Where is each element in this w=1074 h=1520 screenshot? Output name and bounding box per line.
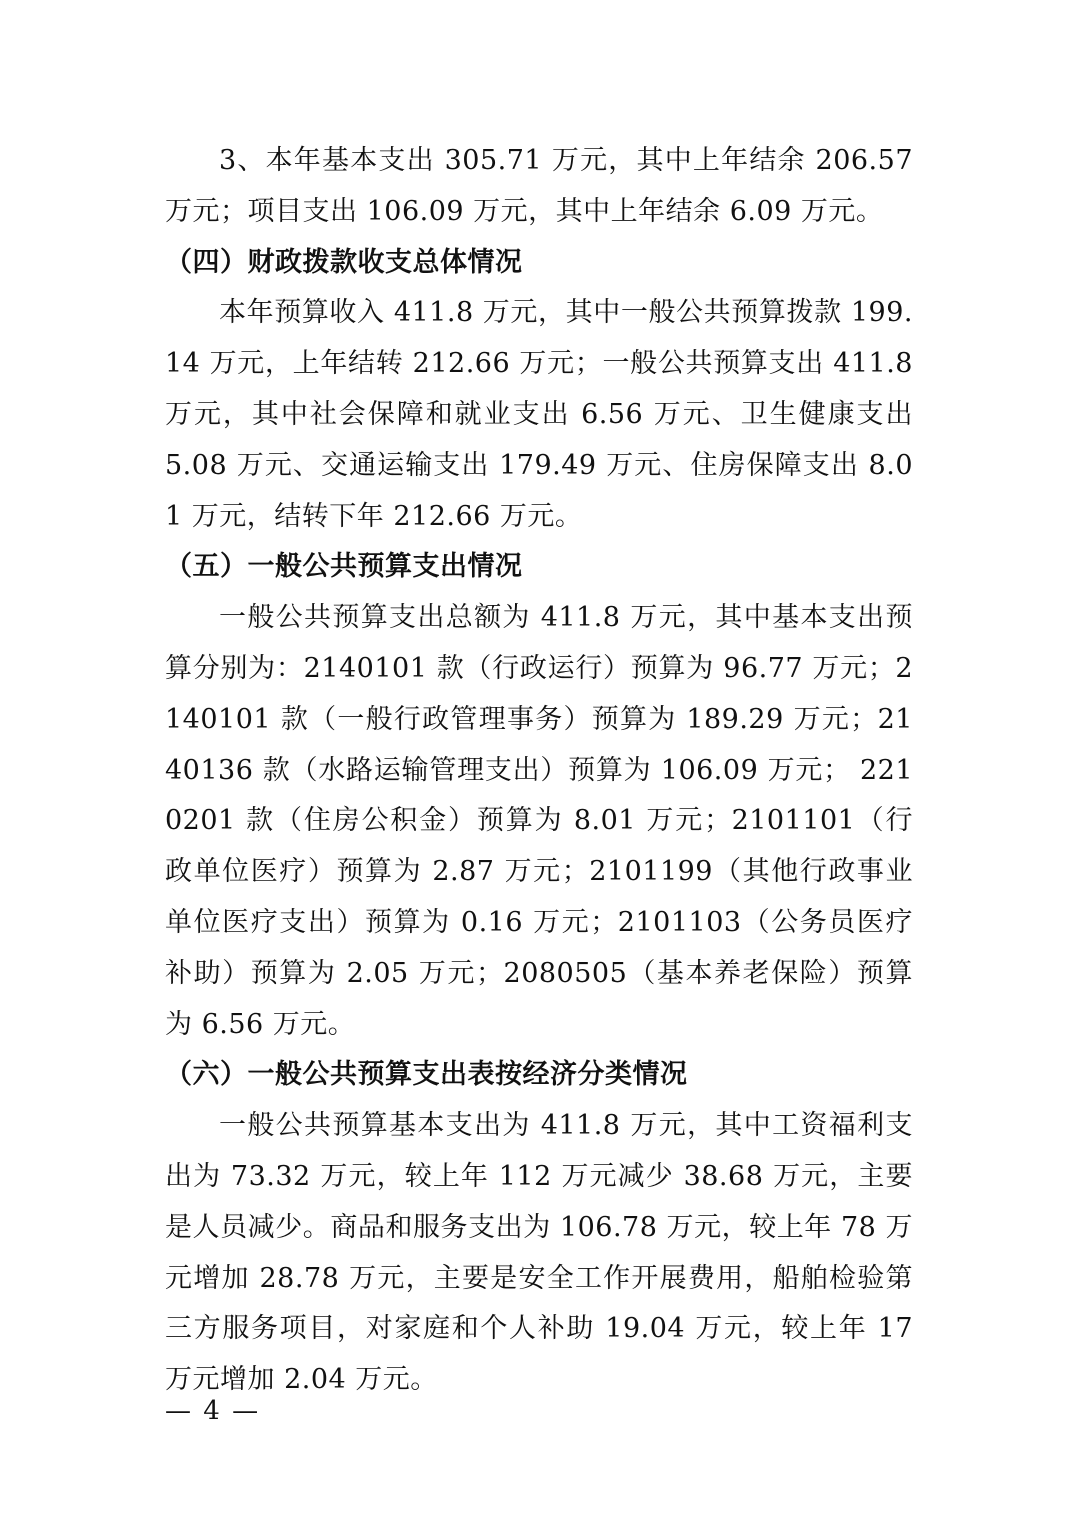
paragraph-fiscal-overview: 本年预算收入 411.8 万元，其中一般公共预算拨款 199.14 万元，上年结转 212.66 万元；一般公共预算支出 411.8 万元，其中社会保障和就业支出 6.56 万元、卫生健康支出 5.08 万元、交通运输支出 179.49 万元、住房保障支出 8.01 万元，结转下年 212.66 万元。 <box>165 297 913 532</box>
paragraph-public-budget-expenditure: 一般公共预算支出总额为 411.8 万元，其中基本支出预算分别为：2140101 款（行政运行）预算为 96.77 万元；2140101 款（一般行政管理事务）预算为 189.29 万元；2140136 款（水路运输管理支出）预算为 106.09 万元； 2210201 款（住房公积金）预算为 8.01 万元；2101101（行政单位医疗）预算为 2.87 万元；2101199（其他行政事业单位医疗支出）预算为 0.16 万元；2101103（公务员医疗补助）预算为 2.05 万元；2080505（基本养老保险）预算为 6.56 万元。 <box>165 602 913 1040</box>
paragraph-economic-classification: 一般公共预算基本支出为 411.8 万元，其中工资福利支出为 73.32 万元，较上年 112 万元减少 38.68 万元，主要是人员减少。商品和服务支出为 106.78 万元，较上年 78 万元增加 28.78 万元，主要是安全工作开展费用，船舶检验第三方服务项目，对家庭和个人补助 19.04 万元，较上年 17 万元增加 2.04 万元。 <box>165 1110 913 1396</box>
section-heading-4: （四）财政拨款收支总体情况 <box>165 246 523 278</box>
page-number: — 4 — <box>165 1396 261 1426</box>
section-heading-5: （五）一般公共预算支出情况 <box>165 551 523 583</box>
paragraph-basic-expenditure: 3、本年基本支出 305.71 万元，其中上年结余 206.57 万元；项目支出 106.09 万元，其中上年结余 6.09 万元。 <box>165 145 913 227</box>
document-body <box>165 136 913 1406</box>
section-heading-6: （六）一般公共预算支出表按经济分类情况 <box>165 1059 688 1091</box>
